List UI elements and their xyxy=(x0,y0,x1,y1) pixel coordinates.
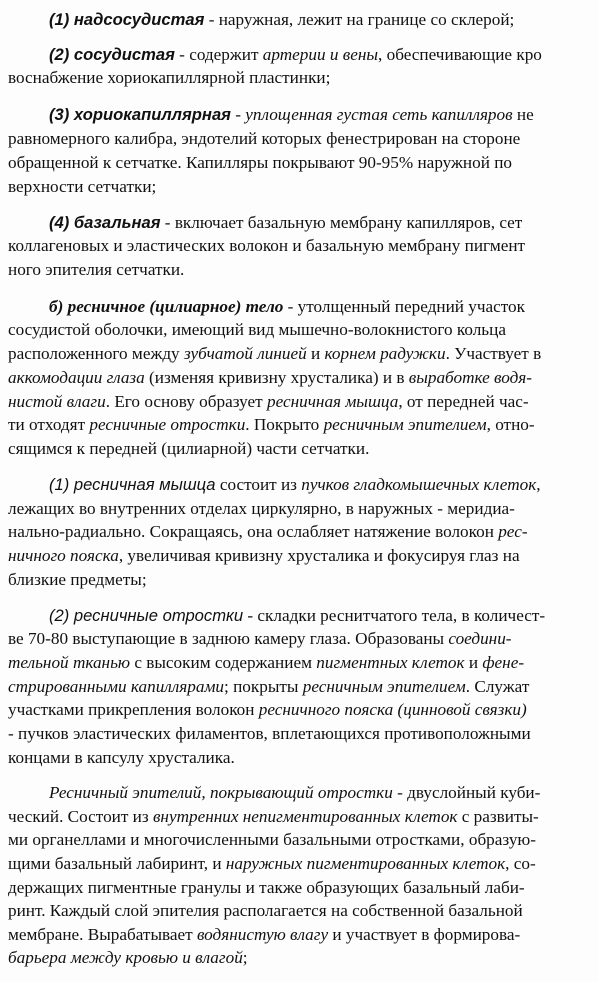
text-line: нистой влаги. Его основу образует ресничная мышца, от передней час- xyxy=(8,392,529,411)
text-line: тельной тканью с высоким содержанием пигментных клеток и фене- xyxy=(8,653,525,672)
text-line: расположенного между зубчатой линией и корнем радужки. Участвует в xyxy=(8,344,542,363)
text-line: (2) сосудистая - содержит артерии и вены, обеспечивающие кро xyxy=(49,45,542,64)
term-resnichnyi-epitelii: Ресничный эпителий, покрывающий отростки xyxy=(49,783,393,802)
text-line: ти отходят ресничные отростки. Покрыто ресничным эпителием, отно- xyxy=(8,415,535,434)
text-line: коллагеновых и эластических волокон и базальную мембрану пигмент xyxy=(8,236,526,255)
text-line: обращенной к сетчатке. Капилляры покрывают 90-95% наружной по xyxy=(8,153,513,172)
text-line: Ресничный эпителий, покрывающий отростки - двуслойный куби- xyxy=(49,783,541,802)
text-line: близкие предметы; xyxy=(8,570,147,589)
text-line: воснабжение хориокапиллярной пластинки; xyxy=(8,68,331,87)
text-line: концами в капсулу хрусталика. xyxy=(8,748,235,767)
text-line: ческий. Состоит из внутренних непигментированных клеток с развиты- xyxy=(8,807,539,826)
term-resnichnaya-myshtsa: (1) ресничная мышца xyxy=(49,475,216,494)
text-line: мембране. Вырабатывает водянистую влагу и участвует в формирова- xyxy=(8,925,521,944)
text-line: (4) базальная - включает базальную мембрану капилляров, сет xyxy=(49,213,523,232)
text-line: ного эпителия сетчатки. xyxy=(8,260,185,279)
text-line: ринт. Каждый слой эпителия располагается на собственной базальной xyxy=(8,901,523,920)
text-line: держащих пигментные гранулы и также образующих базальный лаби- xyxy=(8,878,525,897)
text-line: стрированными капиллярами; покрыты ресничным эпителием. Служат xyxy=(8,677,530,696)
text-line: б) ресничное (цилиарное) тело - утолщенный передний участок xyxy=(49,297,525,316)
text-line: щими базальный лабиринт, и наружных пигментированных клеток, со- xyxy=(8,854,536,873)
text-line: ми органеллами и многочисленными базальными отростками, образую- xyxy=(8,830,536,849)
text-line: (1) ресничная мышца состоит из пучков гладкомышечных клеток, xyxy=(49,475,541,494)
text-line: барьера между кровью и влагой; xyxy=(8,948,248,967)
text-line: аккомодации глаза (изменяя кривизну хрусталика) и в выработке водя- xyxy=(8,368,533,387)
text-line: сящимся к передней (цилиарной) части сетчатки. xyxy=(8,439,370,458)
text-line: (1) надсосудистая - наружная, лежит на границе со склерой; xyxy=(49,10,515,29)
text-line: сосудистой оболочки, имеющий вид мышечно-волокнистого кольца xyxy=(8,320,506,339)
term-resnichnoe-telo: б) ресничное (цилиарное) тело xyxy=(49,297,284,316)
term-bazalnaya: (4) базальная xyxy=(49,213,161,232)
text-line: - пучков эластических филаментов, вплетающихся противоположными xyxy=(8,724,531,743)
text-line: (3) хориокапиллярная - уплощенная густая сеть капилляров не xyxy=(49,105,534,124)
text-line: ве 70-80 выступающие в заднюю камеру глаза. Образованы соедини- xyxy=(8,629,512,648)
text-line: лежащих во внутренних отделах циркулярно, в наружных - меридиа- xyxy=(8,499,515,518)
text-line: ничного пояска, увеличивая кривизну хрусталика и фокусируя глаз на xyxy=(8,546,520,565)
term-nadsosudistaya: (1) надсосудистая xyxy=(49,10,205,29)
text-line: равномерного калибра, эндотелий которых фенестрирован на стороне xyxy=(8,129,521,148)
text-line: верхности сетчатки; xyxy=(8,177,157,196)
text-line: участками прикрепления волокон ресничного пояска (цинновой связки) xyxy=(8,700,527,719)
term-resnichnye-otrostki: (2) ресничные отростки xyxy=(49,606,244,625)
text-line: нально-радиально. Сокращаясь, она ослабляет натяжение волокон рес- xyxy=(8,522,528,541)
term-sosudistaya: (2) сосудистая xyxy=(49,45,175,64)
text-line: (2) ресничные отростки - складки реснитчатого тела, в количест- xyxy=(49,606,546,625)
term-horiokapillyarnaya: (3) хориокапиллярная xyxy=(49,105,231,124)
